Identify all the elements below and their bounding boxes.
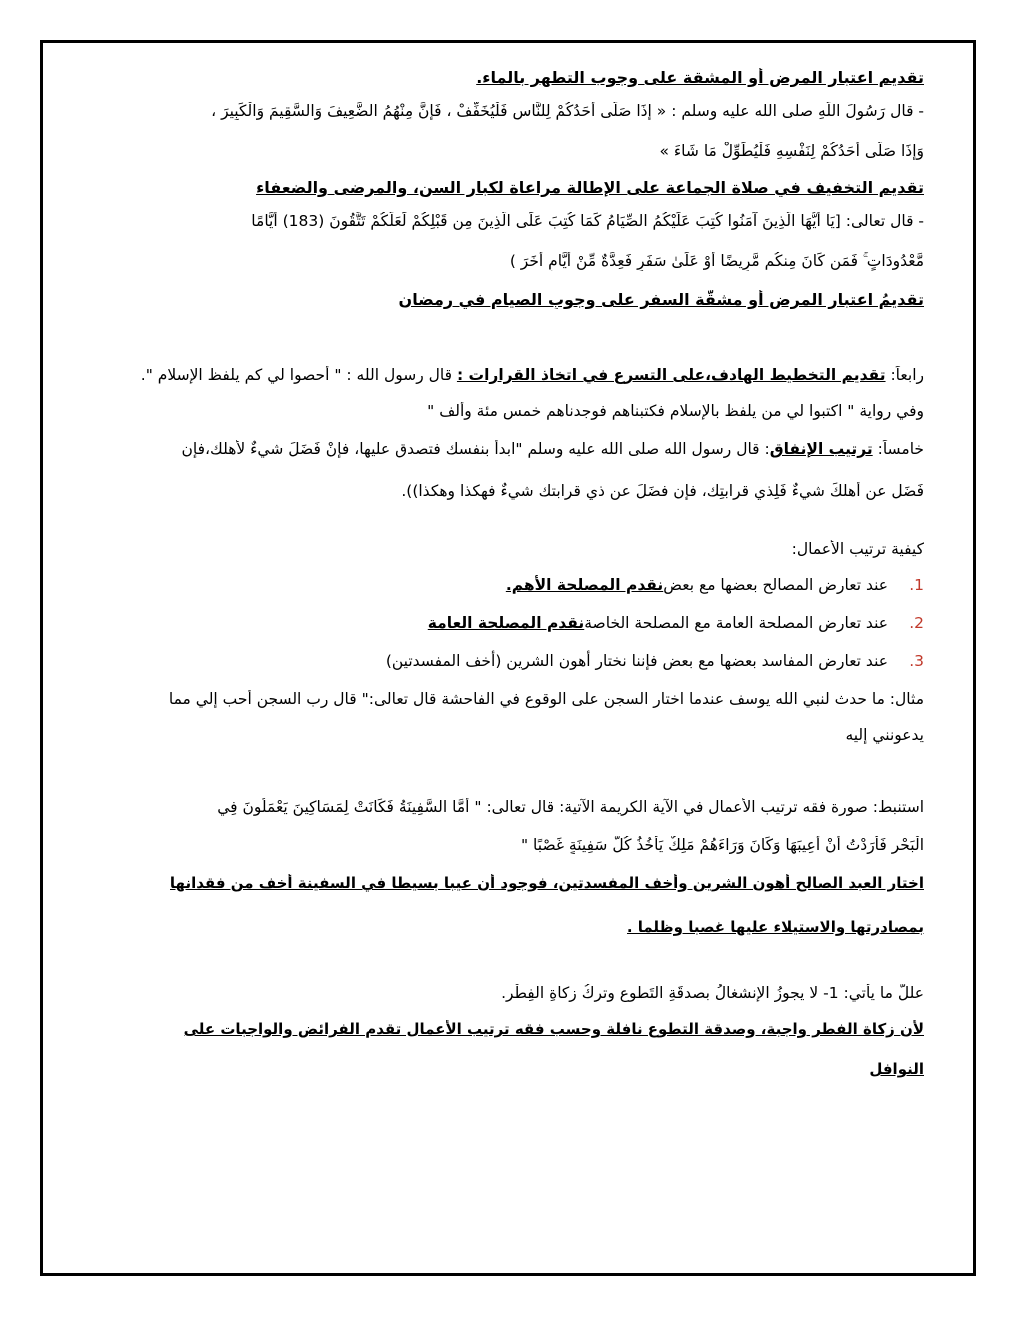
ayah-line: - قال تعالى: [يَا أَيُّهَا الَّذِينَ آمَنُوا كُتِبَ عَلَيْكُمُ الصِّيَامُ كَمَا كُتِبَ عَلَى الَّذِينَ مِن قَبْلِكُمْ لَعَلَّكُمْ تَتَّقُونَ (183) أَيَّامًا: [251, 212, 924, 230]
hadith-line: وَإِذَا صَلَّى أَحَدُكُمْ لِنَفْسِهِ فَلْيُطَوِّلْ مَا شَاءَ »: [659, 142, 924, 160]
list-item: [78, 652, 924, 690]
list-emphasis: نقدم المصلحة العامة: [427, 614, 585, 632]
list-emphasis: نقدم المصلحة الأهم.: [505, 576, 664, 594]
narration-line: وفي رواية " اكتبوا لي من يلفظ بالإسلام فكتبناهم فوجدناهم خمس مئة وألف ": [427, 402, 924, 420]
list-number: 3.: [909, 652, 924, 670]
point-text: قال رسول الله : " أحصوا لي كم يلفظ الإسلام ".: [140, 366, 457, 384]
list-text: عند تعارض المصالح بعضها مع بعض: [663, 576, 888, 594]
order-list: [78, 576, 924, 690]
point-prefix: رابعاً:: [885, 366, 924, 384]
section-title: تقديمُ اعتبارِ المرضِ أوِ مشقّة السفر على وجوبِ الصيام في رمضان: [398, 290, 924, 309]
point-title: ترتيب الإنفاق: [769, 440, 873, 458]
point-four: [141, 366, 924, 384]
explain-question: عللّ ما يأتي: 1- لا يجوزُ الإنشغالُ بصدقَةِ التَطوعِ وتركُ زكاةِ الفِطْرِ.: [501, 984, 924, 1002]
hadith-line: - قال رَسُولَ اللَّهِ صلى الله عليه وسلم : « إِذَا صَلَّى أَحَدُكُمْ لِلنَّاسِ فَلْيُخَفِّفْ ، فَإِنَّ مِنْهُمُ الضَّعِيفَ وَالسَّقِيمَ وَالْكَبِيرَ ،: [211, 102, 924, 120]
deduce-line: الْبَحْرِ فَأَرَدْتُ أَنْ أَعِيبَهَا وَكَانَ وَرَاءَهُمْ مَلِكٌ يَأْخُذُ كُلَّ سَفِينَةٍ غَصْبًا ": [521, 836, 924, 854]
point-prefix: خامساً:: [872, 440, 924, 458]
point-title: تقديم التخطيط الهادف،على التسرع في اتخاذ القرارات :: [456, 366, 886, 384]
example-line: مثال: ما حدث لنبي الله يوسف عندما اختار السجن على الوقوع في الفاحشة قال تعالى:" قال رب السجن أحب إلي مما: [168, 690, 924, 708]
explain-answer: لأن زكاة الفطر واجبة، وصدقة التطوع نافلة وحسب فقه ترتيب الأعمال تقدم الفرائض والواجبات على: [183, 1020, 924, 1038]
list-item: [78, 576, 924, 614]
point-text: : قال رسول الله صلى الله عليه وسلم "ابدأ بنفسك فتصدق عليها، فإنْ فَضَلَ شيءٌ لأهلك،فإن: [181, 440, 770, 458]
answer-line: بمصادرتها والاستيلاء عليها غصبا وظلما .: [626, 918, 924, 936]
section-title: تقديم اعتبار المرض أو المشقة على وجوب التطهر بالماء.: [476, 68, 924, 87]
point-five: [181, 440, 924, 458]
list-item: [78, 614, 924, 652]
explain-answer: النوافل: [869, 1060, 924, 1078]
hadith-line: فَضَل عن أهلكَ شيءٌ فَلِذي قرابتِك، فإن فضَلَ عن ذي قرابتك شيءٌ فهكذا وهكذا)).: [401, 482, 924, 500]
list-text: عند تعارض المصلحة العامة مع المصلحة الخاصة: [584, 614, 888, 632]
list-number: 1.: [909, 576, 924, 594]
section-title: تقديم التخفيف في صلاة الجماعة على الإطالة مراعاة لكبار السن، والمرضى والضعفاء: [256, 178, 924, 197]
answer-line: اختار العبد الصالح أهون الشرين وأخف المفسدتين، فوجود أن عيبا بسيطا في السفينة أخف من فقدانها: [169, 874, 924, 892]
example-line: يدعونني إليه: [845, 726, 924, 744]
deduce-line: استنبط: صورة فقه ترتيب الأعمال في الآية الكريمة الآتية: قال تعالى: " أَمَّا السَّفِينَةُ فَكَانَتْ لِمَسَاكِينَ يَعْمَلُونَ فِي: [217, 798, 924, 816]
list-text: عند تعارض المفاسد بعضها مع بعض فإننا نختار أهون الشرين (أخف المفسدتين): [385, 652, 888, 670]
list-number: 2.: [909, 614, 924, 632]
ayah-line: مَّعْدُودَاتٍ ۚ فَمَن كَانَ مِنكُم مَّرِيضًا أَوْ عَلَىٰ سَفَرٍ فَعِدَّةٌ مِّنْ أَيَّامٍ أُخَرَ ): [509, 252, 924, 270]
order-heading: كيفية ترتيب الأعمال:: [791, 540, 924, 558]
